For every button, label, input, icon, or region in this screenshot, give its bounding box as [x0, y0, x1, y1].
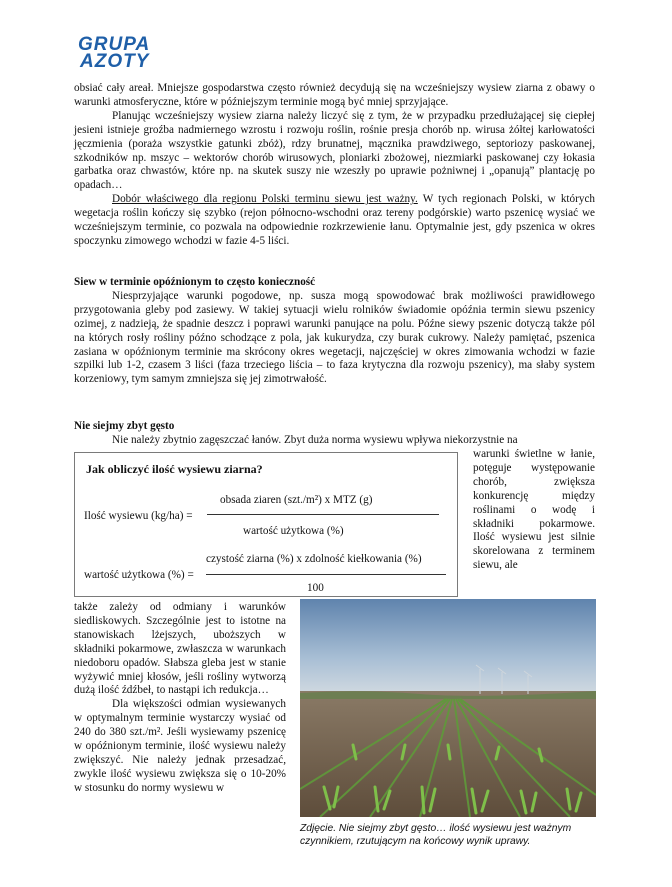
grupa-azoty-logo — [78, 36, 168, 80]
section-late-body: Niesprzyjające warunki pogodowe, np. susza mogą spowodować brak możliwości prawidłowego przygotowania gleby pod zasiewy. W takiej sytuacji wielu rolników świadomie opóźnia termin siewu pszenicy ozimej, z nadzieją, że spadnie deszcz i poprawi warunki panujące na polu. Późne siewy pszenic dotyczą także pól na których rosły rośliny późno schodzące z pola, jak kukurydza, czy burak cukrowy. Należy pamiętać, pszenica zasiana w opóźnionym terminie ma skrócony okres wegetacji, najczęściej w okres zimowania wchodzi w fazie szpilki lub 1-2, czasem 3 liści (faza trzeciego liścia – to faza krytyczna dla rozwoju pszenicy), ma słaby system korzeniowy, tym samym zmniejsza się jej zimotrwałość. — [74, 289, 595, 386]
wheat-field-photo — [300, 599, 596, 817]
section-dense-heading: Nie siejmy zbyt gęsto — [74, 420, 175, 432]
dense-right-column-text: warunki świetlne w łanie, potęguje występowanie chorób, zwiększa konkurencję między roślinami o wodę i składniki pokarmowe. Ilość wysiewu jest silnie skorelowana z terminem siewu, ale — [473, 448, 595, 572]
formula-1-denominator: wartość użytkowa (%) — [243, 525, 344, 537]
dense-left-paragraph-2: Dla większości odmian wysiewanych w optymalnym terminie wystarczy wysiać od 240 do 380 szt./m². Jeśli wysiewamy pszenicę w opóźnionym terminie, ilość wysiewu należy zwiększyć. Nie należy jednak przesadzać, zwykle ilość wysiewu zwiększa się o 10-20% w stosunku do normy wysiewu w — [74, 698, 286, 794]
seed-rate-formula-box — [74, 452, 458, 597]
dense-right-column — [473, 448, 595, 573]
dense-left-paragraph-1: także zależy od odmiany i warunków siedliskowych. Szczególnie jest to istotne na stanowiskach lżejszych, uboższych w składniki pokarmowe, zwłaszcza w warunkach niedoboru opadów. Słabsza gleba jest w stanie wyżywić mniej kłosów, jeśli rośliny wytworzą dużą ilość źdźbeł, to nastąpi ich redukcja… — [74, 601, 286, 697]
intro-paragraph-3-rest: W tych regionach Polski, w których wegetacja roślin kończy się szybko (rejon północno-wschodni oraz tereny podgórskie) warto pszenicę wysiać we wcześniejszym terminie, co pozwala na odpowiednie rozkrzewienie łanu. Optymalnie jest, gdy pszenica w okres spoczynku zimowego wchodzi w fazie 4-5 liści. — [74, 193, 595, 247]
underlined-statement: Dobór właściwego dla regionu Polski terminu siewu jest ważny. — [112, 193, 418, 206]
logo-line-2: AZOTY — [80, 51, 150, 72]
photo-caption: Zdjęcie. Nie siejmy zbyt gęsto… ilość wysiewu jest ważnym czynnikiem, rzutującym na końcowy wynik uprawy. — [300, 823, 572, 847]
intro-paragraph-1: obsiać cały areał. Mniejsze gospodarstwa często również decydują się na wcześniejszy wysiew ziarna z obawy o warunki atmosferyczne, które w późniejszym terminie mogą być mniej sprzyjające. — [74, 82, 595, 108]
formula-2-denominator: 100 — [307, 582, 324, 594]
formula-2-label: wartość użytkowa (%) = — [84, 569, 194, 581]
intro-paragraph-2: Planując wcześniejszy wysiew ziarna należy liczyć się z tym, że w przypadku przedłużającej się ciepłej jesieni istnieje groźba nadmiernego wzrostu i rozwoju roślin, rośnie presja chorób np. wirusa żółtej karłowatości jęczmienia (porażа wszystkie gatunki zbóż), rdzy brunatnej, mącznika prawdziwego, septoriozy paskowanej, szkodników np. mszyc – wektorów chorób wirusowych, ploniarki zbożowej, niezmiarki paskowanej czy łokasia garbatka oraz chwastów, które np. na skutek suszy nie wzeszły po uprawie pożniwnej i „opanują” plantację po opadach… — [74, 109, 595, 192]
formula-1-label: Ilość wysiewu (kg/ha) = — [84, 510, 193, 522]
formula-box-title: Jak obliczyć ilość wysiewu ziarna? — [86, 462, 263, 476]
formula-2-numerator: czystość ziarna (%) x zdolność kiełkowania (%) — [206, 553, 422, 565]
section-dense-intro — [74, 420, 595, 448]
section-dense-lead: Nie należy zbytnio zagęszczać łanów. Zbyt duża norma wysiewu wpływa niekorzystnie na — [112, 433, 518, 446]
formula-2-fraction-line — [206, 574, 446, 575]
intro-paragraph-3 — [74, 193, 595, 249]
section-late-heading: Siew w terminie opóźnionym to często konieczność — [74, 276, 316, 288]
wheat-field-illustration — [300, 599, 596, 817]
formula-1-numerator: obsada ziaren (szt./m²) x MTZ (g) — [220, 494, 373, 506]
logo-line-1: GRUPA — [78, 34, 151, 55]
dense-left-column — [74, 601, 286, 796]
section-late-sowing — [74, 276, 595, 387]
formula-1-fraction-line — [207, 514, 439, 515]
intro-text — [74, 82, 595, 249]
